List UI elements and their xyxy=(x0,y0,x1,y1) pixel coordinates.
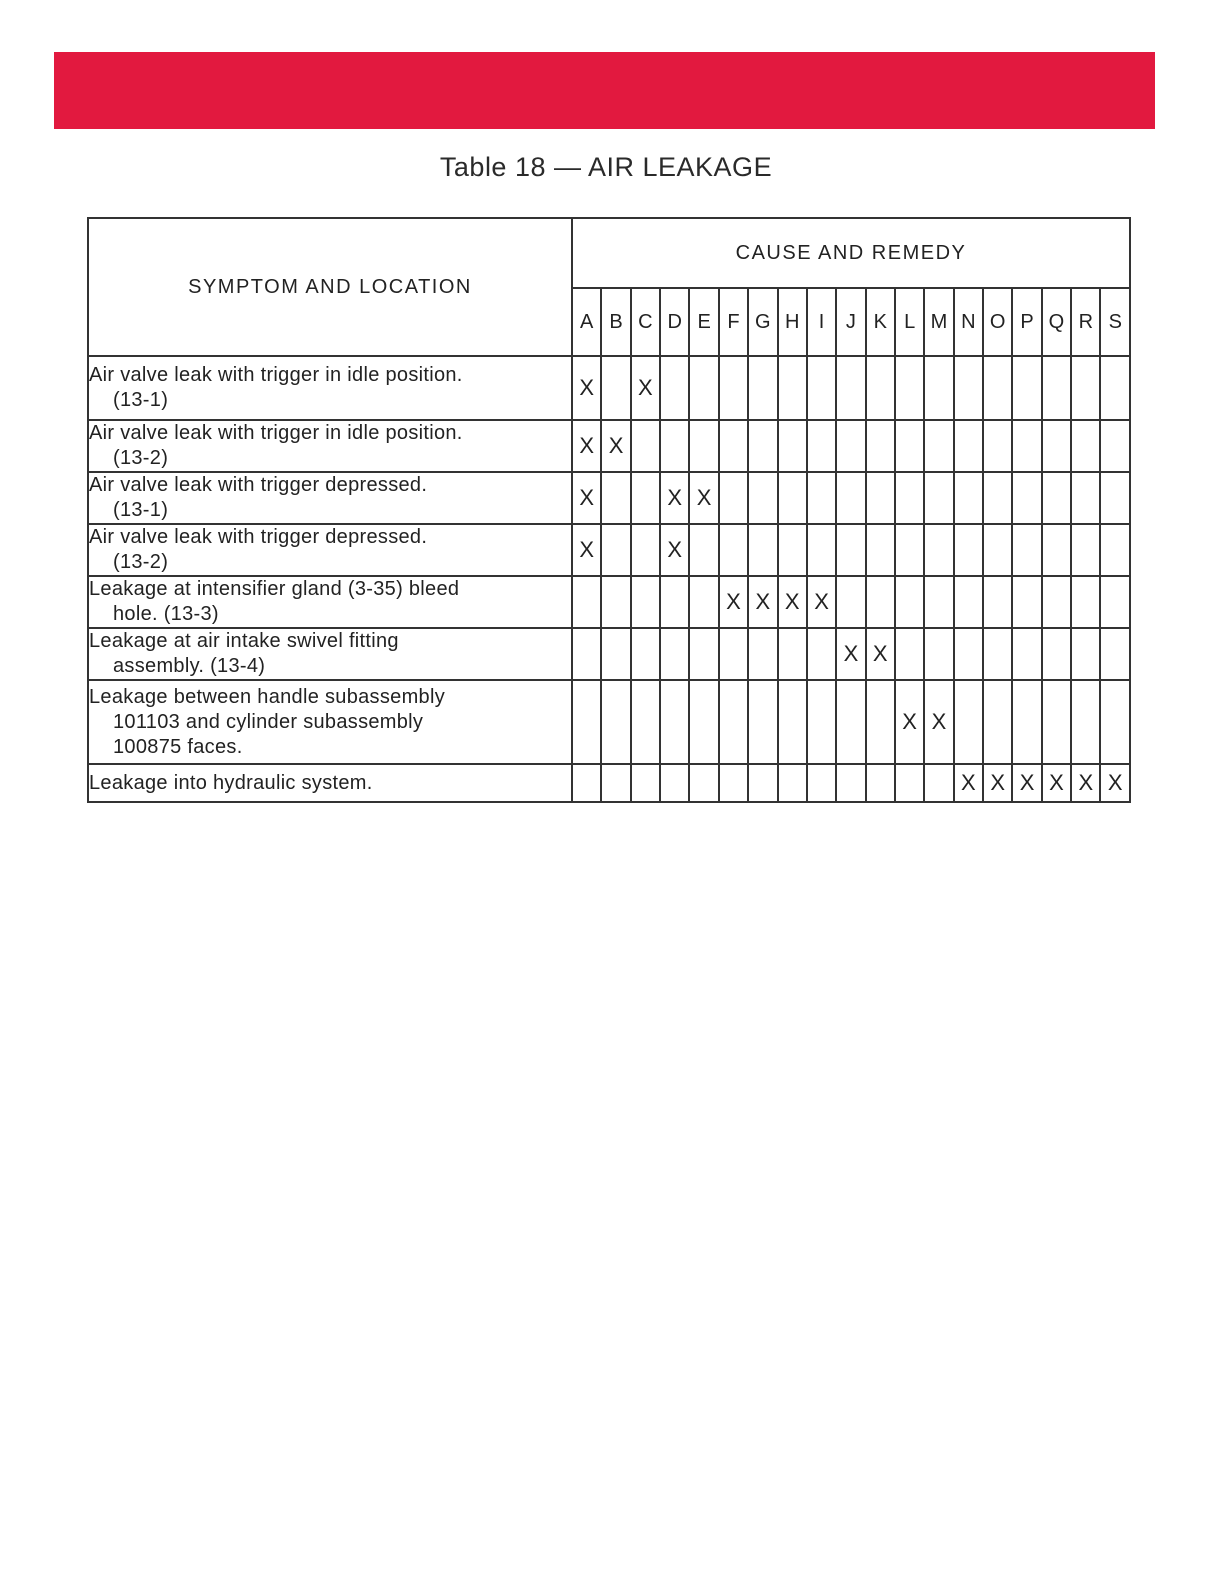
table-row xyxy=(88,420,1130,472)
mark-cell xyxy=(601,524,630,576)
table-row xyxy=(88,680,1130,764)
mark-cell xyxy=(836,764,865,802)
mark-cell: X xyxy=(924,680,953,764)
mark-cell xyxy=(983,356,1012,420)
mark-cell xyxy=(778,680,807,764)
mark-cell xyxy=(719,420,748,472)
column-header-c: C xyxy=(631,288,660,356)
mark-cell xyxy=(836,524,865,576)
symptom-line: 101103 and cylinder subassembly xyxy=(113,710,424,733)
mark-cell xyxy=(924,764,953,802)
mark-cell xyxy=(660,764,689,802)
column-header-k: K xyxy=(866,288,895,356)
mark-cell xyxy=(1012,628,1041,680)
mark-cell xyxy=(983,576,1012,628)
mark-cell: X xyxy=(689,472,718,524)
mark-cell xyxy=(954,420,983,472)
mark-cell xyxy=(1071,680,1100,764)
mark-cell: X xyxy=(983,764,1012,802)
column-header-d: D xyxy=(660,288,689,356)
mark-cell xyxy=(1042,472,1071,524)
mark-cell xyxy=(895,524,924,576)
mark-cell xyxy=(866,420,895,472)
mark-cell xyxy=(895,576,924,628)
symptom-cell xyxy=(88,472,572,524)
mark-cell xyxy=(895,472,924,524)
mark-cell xyxy=(778,420,807,472)
mark-cell: X xyxy=(1071,764,1100,802)
symptom-line: Leakage at intensifier gland (3-35) bleed xyxy=(89,578,460,600)
table-row xyxy=(88,628,1130,680)
mark-cell xyxy=(866,680,895,764)
column-header-n: N xyxy=(954,288,983,356)
mark-cell xyxy=(748,420,777,472)
table-row xyxy=(88,472,1130,524)
symptom-cell xyxy=(88,420,572,472)
mark-cell xyxy=(719,356,748,420)
mark-cell xyxy=(689,420,718,472)
mark-cell: X xyxy=(807,576,836,628)
mark-cell xyxy=(1100,420,1130,472)
mark-cell: X xyxy=(866,628,895,680)
symptom-header: SYMPTOM AND LOCATION xyxy=(88,218,572,356)
mark-cell: X xyxy=(1012,764,1041,802)
mark-cell xyxy=(983,420,1012,472)
mark-cell xyxy=(924,576,953,628)
table-row xyxy=(88,576,1130,628)
column-header-q: Q xyxy=(1042,288,1071,356)
mark-cell xyxy=(631,472,660,524)
mark-cell: X xyxy=(778,576,807,628)
mark-cell xyxy=(866,764,895,802)
symptom-line: assembly. (13-4) xyxy=(113,655,266,677)
mark-cell xyxy=(1071,524,1100,576)
mark-cell xyxy=(778,628,807,680)
mark-cell xyxy=(601,680,630,764)
mark-cell: X xyxy=(601,420,630,472)
mark-cell xyxy=(1071,628,1100,680)
mark-cell xyxy=(1012,356,1041,420)
symptom-line: Air valve leak with trigger in idle position. xyxy=(89,364,463,386)
mark-cell: X xyxy=(660,472,689,524)
mark-cell xyxy=(807,524,836,576)
mark-cell xyxy=(807,356,836,420)
symptom-line: (13-2) xyxy=(113,447,169,469)
column-header-e: E xyxy=(689,288,718,356)
symptom-line: (13-1) xyxy=(113,389,169,411)
mark-cell xyxy=(660,680,689,764)
mark-cell xyxy=(1012,420,1041,472)
mark-cell xyxy=(954,356,983,420)
mark-cell xyxy=(719,680,748,764)
mark-cell xyxy=(748,472,777,524)
mark-cell xyxy=(836,680,865,764)
mark-cell xyxy=(866,356,895,420)
mark-cell: X xyxy=(748,576,777,628)
symptom-cell xyxy=(88,680,572,764)
mark-cell xyxy=(1071,472,1100,524)
mark-cell xyxy=(631,420,660,472)
symptom-line: (13-2) xyxy=(113,551,169,573)
mark-cell xyxy=(631,764,660,802)
mark-cell xyxy=(601,472,630,524)
mark-cell xyxy=(983,472,1012,524)
mark-cell xyxy=(924,420,953,472)
mark-cell xyxy=(866,524,895,576)
column-header-b: B xyxy=(601,288,630,356)
column-header-m: M xyxy=(924,288,953,356)
mark-cell xyxy=(836,420,865,472)
mark-cell xyxy=(1042,356,1071,420)
mark-cell xyxy=(866,472,895,524)
mark-cell xyxy=(689,576,718,628)
mark-cell xyxy=(778,356,807,420)
mark-cell xyxy=(924,356,953,420)
mark-cell xyxy=(954,680,983,764)
symptom-line: hole. (13-3) xyxy=(113,603,219,625)
mark-cell xyxy=(778,524,807,576)
mark-cell: X xyxy=(895,680,924,764)
mark-cell: X xyxy=(660,524,689,576)
mark-cell xyxy=(719,764,748,802)
mark-cell xyxy=(983,680,1012,764)
mark-cell xyxy=(1012,680,1041,764)
symptom-line: Air valve leak with trigger depressed. xyxy=(89,526,428,548)
red-banner xyxy=(54,52,1155,129)
table-row xyxy=(88,764,1130,802)
symptom-line: Leakage at air intake swivel fitting xyxy=(89,630,399,652)
mark-cell xyxy=(631,576,660,628)
mark-cell xyxy=(954,576,983,628)
mark-cell: X xyxy=(631,356,660,420)
mark-cell xyxy=(660,628,689,680)
symptom-line: Air valve leak with trigger in idle position. xyxy=(89,422,463,444)
mark-cell xyxy=(748,356,777,420)
mark-cell xyxy=(572,576,601,628)
symptom-cell xyxy=(88,764,572,802)
mark-cell xyxy=(689,628,718,680)
symptom-line: Leakage into hydraulic system. xyxy=(89,771,373,794)
mark-cell xyxy=(601,764,630,802)
mark-cell xyxy=(983,628,1012,680)
column-header-l: L xyxy=(895,288,924,356)
mark-cell xyxy=(748,680,777,764)
column-header-p: P xyxy=(1012,288,1041,356)
mark-cell xyxy=(1100,524,1130,576)
mark-cell xyxy=(689,680,718,764)
mark-cell xyxy=(1042,680,1071,764)
mark-cell xyxy=(1071,356,1100,420)
symptom-cell xyxy=(88,628,572,680)
table-row xyxy=(88,524,1130,576)
mark-cell xyxy=(748,764,777,802)
symptom-cell xyxy=(88,356,572,420)
mark-cell xyxy=(719,628,748,680)
mark-cell: X xyxy=(1042,764,1071,802)
mark-cell xyxy=(836,356,865,420)
mark-cell: X xyxy=(572,356,601,420)
symptom-cell xyxy=(88,524,572,576)
mark-cell xyxy=(601,628,630,680)
column-header-a: A xyxy=(572,288,601,356)
symptom-line: Air valve leak with trigger depressed. xyxy=(89,474,428,496)
mark-cell xyxy=(631,680,660,764)
mark-cell xyxy=(1071,420,1100,472)
mark-cell xyxy=(1100,576,1130,628)
mark-cell xyxy=(954,628,983,680)
mark-cell xyxy=(954,524,983,576)
mark-cell xyxy=(807,472,836,524)
mark-cell xyxy=(1100,680,1130,764)
mark-cell: X xyxy=(572,472,601,524)
mark-cell xyxy=(924,472,953,524)
mark-cell xyxy=(836,472,865,524)
mark-cell xyxy=(807,420,836,472)
column-header-o: O xyxy=(983,288,1012,356)
mark-cell xyxy=(748,524,777,576)
mark-cell xyxy=(572,680,601,764)
mark-cell xyxy=(983,524,1012,576)
mark-cell xyxy=(954,472,983,524)
mark-cell xyxy=(660,420,689,472)
column-header-i: I xyxy=(807,288,836,356)
mark-cell xyxy=(1100,628,1130,680)
column-header-g: G xyxy=(748,288,777,356)
column-header-s: S xyxy=(1100,288,1130,356)
mark-cell xyxy=(1012,472,1041,524)
mark-cell xyxy=(719,472,748,524)
mark-cell xyxy=(807,764,836,802)
page-title: Table 18 — AIR LEAKAGE xyxy=(439,152,773,182)
column-header-j: J xyxy=(836,288,865,356)
mark-cell xyxy=(572,628,601,680)
mark-cell xyxy=(1042,628,1071,680)
mark-cell xyxy=(1100,356,1130,420)
mark-cell xyxy=(778,472,807,524)
column-header-f: F xyxy=(719,288,748,356)
mark-cell xyxy=(748,628,777,680)
cause-header: CAUSE AND REMEDY xyxy=(572,218,1130,288)
mark-cell xyxy=(807,680,836,764)
mark-cell xyxy=(1100,472,1130,524)
column-header-r: R xyxy=(1071,288,1100,356)
column-header-h: H xyxy=(778,288,807,356)
mark-cell xyxy=(1042,524,1071,576)
air-leakage-table xyxy=(87,217,1131,803)
mark-cell xyxy=(1071,576,1100,628)
mark-cell xyxy=(660,356,689,420)
mark-cell xyxy=(660,576,689,628)
mark-cell xyxy=(1012,524,1041,576)
symptom-line: 100875 faces. xyxy=(113,735,243,758)
mark-cell xyxy=(778,764,807,802)
mark-cell: X xyxy=(572,420,601,472)
mark-cell xyxy=(1012,576,1041,628)
mark-cell xyxy=(631,524,660,576)
mark-cell xyxy=(866,576,895,628)
mark-cell: X xyxy=(719,576,748,628)
symptom-cell xyxy=(88,576,572,628)
mark-cell xyxy=(895,628,924,680)
mark-cell xyxy=(572,764,601,802)
mark-cell xyxy=(601,576,630,628)
mark-cell xyxy=(719,524,748,576)
symptom-line: Leakage between handle subassembly xyxy=(89,685,446,708)
mark-cell xyxy=(807,628,836,680)
table-row xyxy=(88,356,1130,420)
mark-cell xyxy=(924,628,953,680)
mark-cell: X xyxy=(836,628,865,680)
mark-cell: X xyxy=(954,764,983,802)
mark-cell xyxy=(689,524,718,576)
mark-cell: X xyxy=(572,524,601,576)
mark-cell xyxy=(895,356,924,420)
mark-cell xyxy=(895,764,924,802)
mark-cell xyxy=(689,764,718,802)
mark-cell xyxy=(689,356,718,420)
mark-cell xyxy=(895,420,924,472)
symptom-line: (13-1) xyxy=(113,499,169,521)
mark-cell xyxy=(1042,576,1071,628)
mark-cell xyxy=(1042,420,1071,472)
mark-cell: X xyxy=(1100,764,1130,802)
mark-cell xyxy=(631,628,660,680)
mark-cell xyxy=(924,524,953,576)
mark-cell xyxy=(601,356,630,420)
mark-cell xyxy=(836,576,865,628)
